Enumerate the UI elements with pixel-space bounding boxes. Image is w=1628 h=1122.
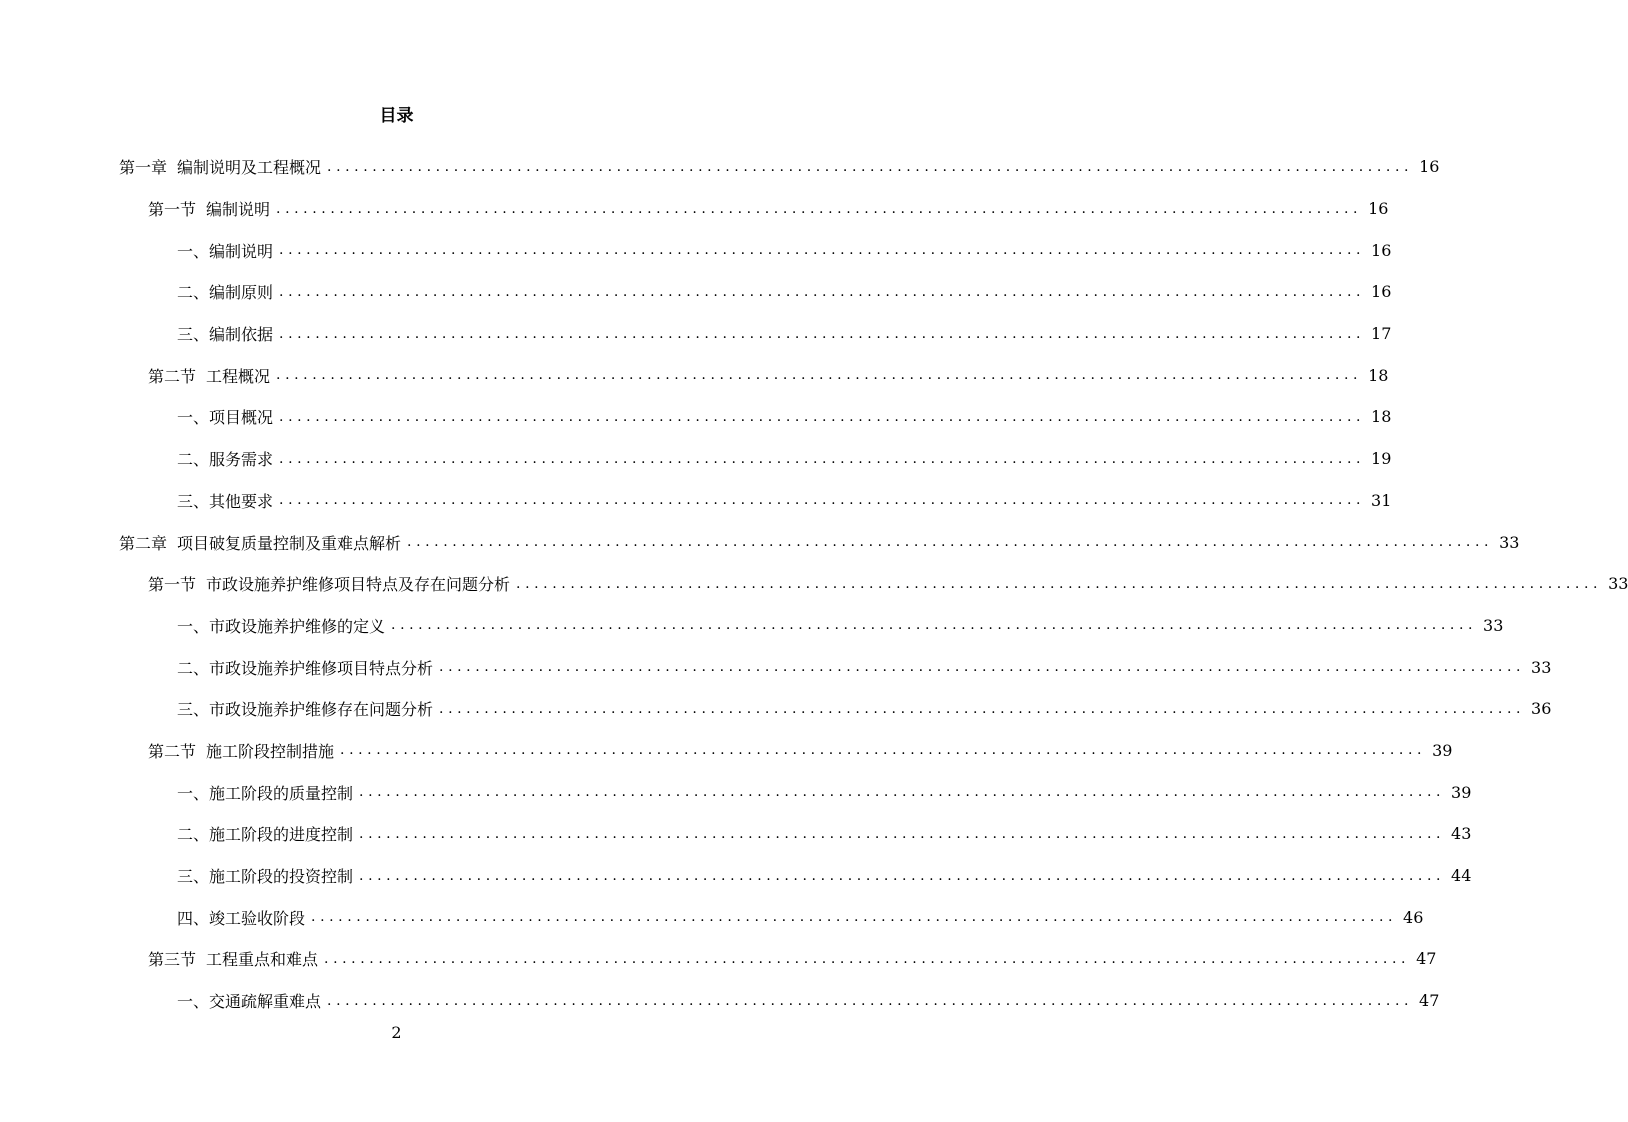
leader-dots: ........................................................................................................................ <box>279 283 1366 300</box>
toc-entry-text: 三、其他要求 <box>177 491 274 511</box>
leader-dots: ........................................................................................................................ <box>359 867 1446 884</box>
toc-entry-page: 18 <box>1368 365 1389 385</box>
toc-entry-page: 39 <box>1432 740 1453 760</box>
leader-dots: ........................................................................................................................ <box>279 325 1366 342</box>
toc-entry-page: 43 <box>1451 824 1472 844</box>
toc-entry-7 <box>0 396 1392 438</box>
toc-entry-text: 施工阶段控制措施 <box>206 741 335 761</box>
toc-entry-18 <box>0 855 1472 897</box>
toc-entry-16 <box>0 771 1472 813</box>
toc-entry-page: 46 <box>1403 907 1424 927</box>
toc-entry-text: 编制说明及工程概况 <box>177 158 322 178</box>
toc-entry-text: 一、项目概况 <box>177 408 274 428</box>
toc-entry-text: 编制说明 <box>206 200 271 220</box>
toc-entry-21 <box>0 980 1440 1022</box>
toc-entry-page: 33 <box>1608 574 1628 594</box>
table-of-contents <box>0 146 1628 1021</box>
toc-entry-5 <box>0 313 1392 355</box>
toc-entry-text: 工程概况 <box>206 366 271 386</box>
leader-dots: ........................................................................................................................ <box>327 158 1414 175</box>
toc-entry-page: 39 <box>1451 782 1472 802</box>
toc-entry-text: 三、施工阶段的投资控制 <box>177 867 354 887</box>
leader-dots: ........................................................................................................................ <box>340 742 1427 759</box>
toc-entry-6 <box>0 354 1389 396</box>
toc-entry-page: 33 <box>1483 615 1504 635</box>
toc-entry-prefix: 第二节 <box>148 741 197 761</box>
toc-entry-text: 三、市政设施养护维修存在问题分析 <box>177 700 434 720</box>
toc-entry-text: 三、编制依据 <box>177 325 274 345</box>
toc-entry-page: 36 <box>1531 699 1552 719</box>
leader-dots: ........................................................................................................................ <box>407 534 1494 551</box>
toc-entry-page: 16 <box>1419 157 1440 177</box>
toc-entry-12 <box>0 605 1504 647</box>
toc-entry-text: 一、交通疏解重难点 <box>177 992 322 1012</box>
toc-entry-text: 市政设施养护维修项目特点及存在问题分析 <box>206 575 511 595</box>
toc-entry-13 <box>0 646 1552 688</box>
leader-dots: ........................................................................................................................ <box>276 367 1363 384</box>
leader-dots: ........................................................................................................................ <box>327 992 1414 1009</box>
toc-entry-page: 19 <box>1371 449 1392 469</box>
toc-entry-prefix: 第一章 <box>119 158 168 178</box>
leader-dots: ........................................................................................................................ <box>359 825 1446 842</box>
leader-dots: ........................................................................................................................ <box>279 450 1366 467</box>
toc-entry-9 <box>0 480 1392 522</box>
toc-entry-15 <box>0 730 1453 772</box>
toc-title: 目录 <box>379 106 414 126</box>
toc-entry-page: 33 <box>1531 657 1552 677</box>
toc-entry-2 <box>0 188 1389 230</box>
leader-dots: ........................................................................................................................ <box>391 617 1478 634</box>
toc-entry-page: 47 <box>1416 949 1437 969</box>
leader-dots: ........................................................................................................................ <box>359 784 1446 801</box>
toc-entry-page: 33 <box>1499 532 1520 552</box>
toc-entry-3 <box>0 229 1392 271</box>
leader-dots: ........................................................................................................................ <box>516 575 1603 592</box>
toc-entry-page: 44 <box>1451 866 1472 886</box>
toc-entry-8 <box>0 438 1392 480</box>
leader-dots: ........................................................................................................................ <box>439 659 1526 676</box>
toc-entry-20 <box>0 938 1437 980</box>
toc-entry-prefix: 第二章 <box>119 533 168 553</box>
page-number: 2 <box>391 1023 402 1042</box>
toc-entry-11 <box>0 563 1628 605</box>
leader-dots: ........................................................................................................................ <box>279 408 1366 425</box>
toc-entry-page: 16 <box>1371 240 1392 260</box>
toc-entry-page: 16 <box>1368 199 1389 219</box>
toc-entry-text: 一、施工阶段的质量控制 <box>177 783 354 803</box>
toc-entry-text: 二、编制原则 <box>177 283 274 303</box>
toc-entry-page: 47 <box>1419 991 1440 1011</box>
toc-entry-text: 工程重点和难点 <box>206 950 319 970</box>
toc-entry-1 <box>0 146 1440 188</box>
toc-entry-prefix: 第一节 <box>148 575 197 595</box>
toc-entry-17 <box>0 813 1472 855</box>
toc-entry-page: 31 <box>1371 490 1392 510</box>
toc-entry-19 <box>0 896 1424 938</box>
toc-entry-text: 项目破复质量控制及重难点解析 <box>177 533 402 553</box>
toc-entry-text: 四、竣工验收阶段 <box>177 908 306 928</box>
toc-entry-prefix: 第二节 <box>148 366 197 386</box>
toc-entry-text: 一、市政设施养护维修的定义 <box>177 616 386 636</box>
toc-entry-4 <box>0 271 1392 313</box>
toc-entry-prefix: 第一节 <box>148 200 197 220</box>
toc-entry-text: 二、施工阶段的进度控制 <box>177 825 354 845</box>
leader-dots: ........................................................................................................................ <box>276 200 1363 217</box>
toc-entry-10 <box>0 521 1520 563</box>
toc-entry-page: 18 <box>1371 407 1392 427</box>
leader-dots: ........................................................................................................................ <box>311 909 1398 926</box>
leader-dots: ........................................................................................................................ <box>324 950 1411 967</box>
toc-entry-page: 16 <box>1371 282 1392 302</box>
leader-dots: ........................................................................................................................ <box>279 242 1366 259</box>
toc-entry-text: 二、市政设施养护维修项目特点分析 <box>177 658 434 678</box>
leader-dots: ........................................................................................................................ <box>279 492 1366 509</box>
toc-entry-prefix: 第三节 <box>148 950 197 970</box>
toc-entry-text: 一、编制说明 <box>177 241 274 261</box>
toc-entry-page: 17 <box>1371 324 1392 344</box>
toc-entry-text: 二、服务需求 <box>177 450 274 470</box>
toc-entry-14 <box>0 688 1552 730</box>
leader-dots: ........................................................................................................................ <box>439 700 1526 717</box>
